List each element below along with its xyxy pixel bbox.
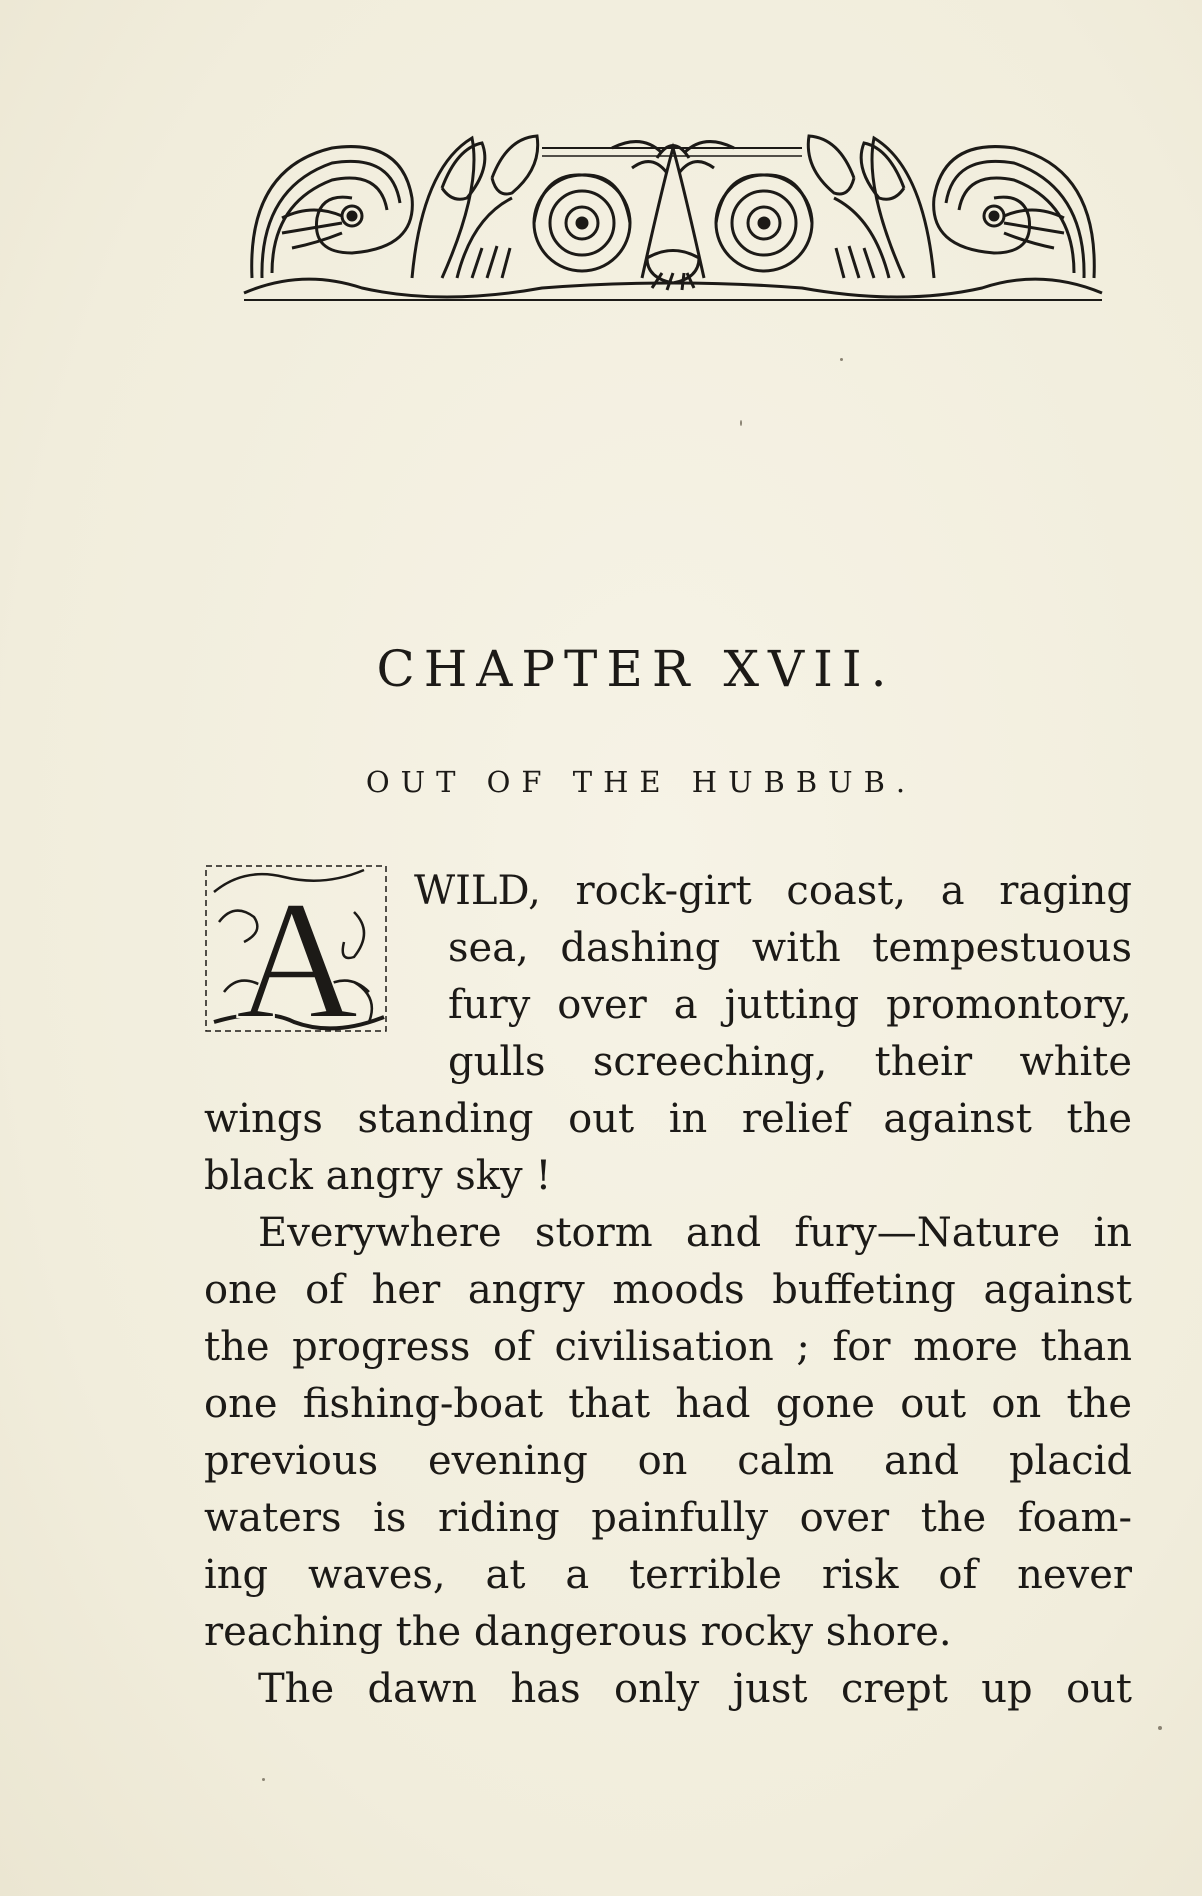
drop-cap-icon (204, 862, 390, 1040)
body-line: the progress of civilisation ; for more than (204, 1324, 1132, 1370)
body-line: sea, dashing with tempestuous (448, 925, 1132, 971)
body-line: waters is riding painfully over the foam- (204, 1495, 1132, 1541)
chapter-subtitle: OUT OF THE HUBBUB. (365, 765, 917, 799)
chapter-title: CHAPTER XVII. (376, 640, 896, 698)
drop-cap-letter: A (235, 866, 359, 1040)
body-line: ing waves, at a terrible risk of never (204, 1552, 1132, 1598)
body-line: The dawn has only just crept up out (258, 1666, 1132, 1712)
body-line: one of her angry moods buffeting against (204, 1267, 1132, 1313)
body-line: Everywhere storm and fury—Nature in (258, 1210, 1132, 1256)
body-line: fury over a jutting promontory, (448, 982, 1132, 1028)
paper-speck (740, 420, 742, 426)
body-line: reaching the dangerous rocky shore. (204, 1609, 952, 1655)
floral-headpiece-icon (242, 128, 1104, 308)
body-line: one fishing-boat that had gone out on the (204, 1381, 1132, 1427)
paper-speck (840, 358, 843, 361)
body-line: gulls screeching, their white (448, 1039, 1132, 1085)
body-line: wings standing out in relief against the (204, 1096, 1132, 1142)
body-line: previous evening on calm and placid (204, 1438, 1132, 1484)
paper-speck (1158, 1726, 1162, 1730)
body-line: WILD, rock-girt coast, a raging (414, 868, 1132, 914)
paper-speck (262, 1778, 265, 1781)
body-line: black angry sky ! (204, 1153, 552, 1199)
